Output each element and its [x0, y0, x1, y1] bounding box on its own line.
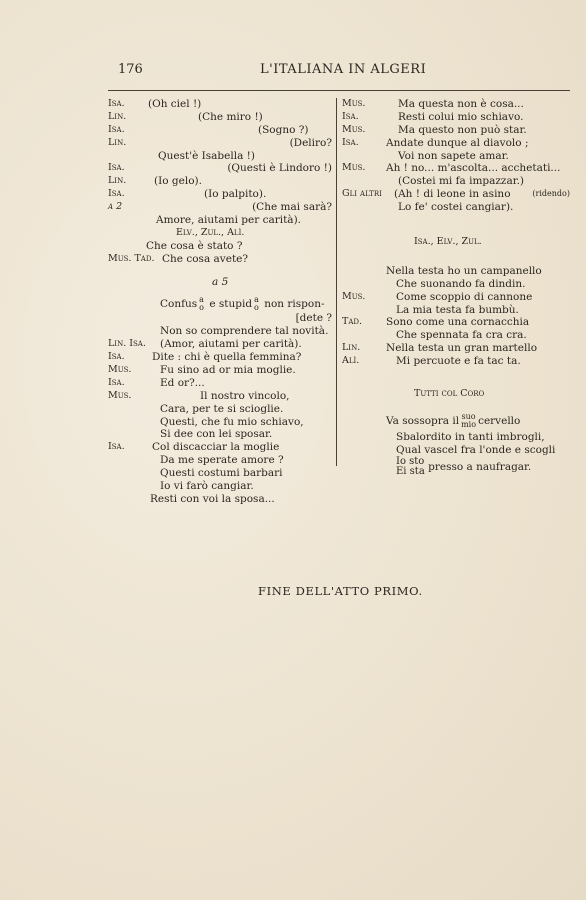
verse: Che spennata fa cra cra. — [396, 329, 527, 342]
speaker: Isa. — [108, 351, 125, 363]
libretto-line — [108, 403, 334, 416]
speaker: Lin. Isa. — [108, 338, 146, 350]
libretto-line — [108, 312, 334, 325]
speaker: Isa. — [108, 376, 125, 388]
verse: Andate dunque al diavolo ; — [386, 136, 529, 149]
verse: La mia testa fa bumbù. — [396, 303, 519, 316]
libretto-line — [342, 457, 572, 479]
verse: Che suonando fa dindin. — [396, 277, 526, 290]
subject-top: Io sto — [396, 455, 425, 467]
verse: (Questi è Lindoro !) — [227, 162, 332, 175]
speaker: Mus. Tad. — [108, 252, 155, 264]
verse-part: non rispon- — [260, 298, 325, 311]
libretto-line — [342, 137, 572, 150]
libretto-line — [108, 467, 334, 480]
stage-speakers: Isa., Elv., Zul. — [414, 236, 482, 248]
speaker: Isa. — [108, 441, 125, 453]
verse: (Amor, aiutami per carità). — [160, 338, 302, 351]
libretto-line — [108, 253, 334, 266]
ending-feminine: a — [254, 295, 259, 305]
verse: (Che miro !) — [198, 110, 263, 123]
verse: Questi costumi barbari — [160, 467, 283, 480]
libretto-line — [108, 493, 334, 506]
subject-stack — [396, 457, 425, 477]
verse: Questi, che fu mio schiavo, — [160, 415, 304, 428]
left-column — [108, 98, 334, 506]
verse — [386, 413, 520, 429]
speaker: Lin. — [108, 110, 127, 122]
verse: Ma questo non può star. — [398, 123, 527, 136]
verse: Ma questa non è cosa... — [398, 98, 524, 110]
libretto-line — [108, 377, 334, 390]
verse: (Deliro? — [289, 136, 332, 149]
spacer — [108, 266, 334, 276]
libretto-line — [108, 390, 334, 403]
libretto-line — [108, 98, 334, 111]
libretto-line — [342, 388, 572, 401]
verse: Fu sino ad or mia moglie. — [160, 364, 296, 377]
stage-direction: (ridendo) — [532, 189, 570, 199]
speaker: Mus. — [342, 123, 366, 135]
verse: (Io palpito). — [204, 188, 267, 201]
verse: Dite : chi è quella femmina? — [152, 351, 302, 364]
libretto-line — [108, 162, 334, 175]
libretto-line — [342, 413, 572, 431]
verse: (Ah ! di leone in asino — [394, 188, 511, 201]
verse: Che cosa avete? — [162, 252, 249, 265]
verse: Io vi farò cangiar. — [160, 480, 254, 493]
verse-part: e stupid — [205, 298, 253, 311]
libretto-line — [108, 137, 334, 150]
libretto-line — [342, 111, 572, 124]
libretto-line — [108, 351, 334, 364]
verse: Col discacciar la moglie — [152, 441, 280, 454]
verse: Resti con voi la sposa... — [150, 492, 275, 505]
right-column — [342, 98, 572, 479]
libretto-line — [342, 201, 572, 214]
verse-part: cervello — [478, 414, 521, 427]
speaker: Isa. — [108, 162, 125, 174]
verse: Ah ! no... m'ascolta... acchetati... — [386, 162, 561, 175]
libretto-line — [108, 416, 334, 429]
verse: Qual vascel fra l'onde e scogli — [396, 443, 556, 456]
spacer — [342, 214, 572, 236]
verse: Voi non sapete amar. — [398, 149, 509, 162]
verse: Che cosa è stato ? — [146, 239, 243, 252]
libretto-line — [342, 431, 572, 444]
verse: (Che mai sarà? — [252, 201, 332, 214]
libretto-line — [108, 188, 334, 201]
stage-speakers: Tutti col Coro — [414, 388, 485, 400]
speaker: a 2 — [108, 201, 123, 213]
pronoun-top: suo — [461, 411, 476, 421]
libretto-line — [342, 175, 572, 188]
speaker: Isa. — [108, 188, 125, 200]
libretto-line — [342, 304, 572, 317]
end-of-act: FINE DELL'ATTO PRIMO. — [258, 584, 423, 598]
speaker: Lin. — [108, 136, 127, 148]
speaker: Alì. — [342, 355, 360, 367]
libretto-line — [108, 454, 334, 467]
verse: Mi percuote e fa tac ta. — [396, 355, 521, 368]
page-header — [118, 62, 570, 82]
speaker: Isa. — [342, 136, 359, 148]
speaker: Isa. — [108, 98, 125, 109]
verse: Sono come una cornacchia — [386, 316, 530, 329]
libretto-line — [342, 291, 572, 304]
verse-continuation: [dete ? — [295, 312, 332, 325]
speaker: Mus. — [108, 364, 132, 376]
libretto-line — [108, 338, 334, 351]
verse: Nella testa ho un campanello — [386, 264, 542, 277]
speaker: Lin. — [108, 175, 127, 187]
subject-bottom: Ei sta — [396, 465, 425, 477]
pronoun-bottom: mio — [461, 419, 477, 429]
running-title: L'ITALIANA IN ALGERI — [260, 62, 427, 77]
speaker: Tad. — [342, 316, 363, 328]
column-divider — [336, 98, 337, 466]
speaker: Mus. — [342, 98, 366, 109]
speaker: Lin. — [342, 342, 361, 354]
verse: Resti colui mio schiavo. — [398, 110, 524, 123]
libretto-line — [108, 227, 334, 240]
verse: Come scoppio di cannone — [396, 290, 533, 303]
verse-part: Va sossopra il — [386, 414, 460, 427]
verse: Si dee con lei sposar. — [160, 428, 273, 441]
ending-feminine: a — [199, 295, 204, 305]
libretto-line — [342, 329, 572, 342]
libretto-line — [108, 364, 334, 377]
speaker: Isa. — [342, 110, 359, 122]
libretto-line — [342, 342, 572, 355]
libretto-line — [342, 444, 572, 457]
spacer — [342, 368, 572, 388]
verse: Non so comprendere tal novità. — [160, 325, 329, 338]
verse: Quest'è Isabella !) — [158, 149, 255, 162]
verse: Il nostro vincolo, — [200, 389, 290, 402]
verse: Sbalordito in tanti imbrogli, — [396, 430, 545, 443]
libretto-line — [108, 175, 334, 188]
gender-stack — [254, 296, 259, 312]
verse: Cara, per te si scioglie. — [160, 402, 284, 415]
libretto-line — [108, 201, 334, 214]
libretto-line — [342, 98, 572, 111]
verse-part: presso a naufragar. — [428, 460, 532, 473]
speaker: Mus. — [342, 290, 366, 302]
ending-masculine: o — [254, 303, 259, 313]
verse — [160, 296, 325, 312]
verse-part: Confus — [160, 298, 198, 311]
ensemble-marker: a 5 — [212, 275, 229, 288]
libretto-line — [108, 296, 334, 312]
spacer — [342, 401, 572, 413]
libretto-line — [342, 316, 572, 329]
libretto-line — [342, 355, 572, 368]
ending-masculine: o — [199, 303, 204, 313]
libretto-line — [108, 214, 334, 227]
verse: (Io gelo). — [154, 175, 202, 188]
verse: Nella testa un gran martello — [386, 342, 538, 355]
verse: Amore, aiutami per carità). — [156, 214, 302, 227]
speaker: Isa. — [108, 123, 125, 135]
libretto-line — [108, 480, 334, 493]
page-number: 176 — [118, 62, 143, 77]
libretto-line — [342, 162, 572, 175]
libretto-line — [108, 150, 334, 163]
libretto-line — [108, 240, 334, 253]
libretto-line — [108, 111, 334, 124]
verse — [396, 457, 531, 477]
libretto-line — [108, 441, 334, 454]
speaker: Gli altri — [342, 188, 382, 200]
speaker: Mus. — [108, 389, 132, 401]
spacer — [342, 249, 572, 265]
libretto-line — [342, 150, 572, 163]
pronoun-stack — [461, 413, 476, 429]
verse: (Sogno ?) — [258, 123, 309, 136]
libretto-line — [342, 236, 572, 249]
spacer — [108, 288, 334, 296]
libretto-line — [108, 276, 334, 289]
verse: Da me sperate amore ? — [160, 454, 284, 467]
gender-stack — [199, 296, 204, 312]
libretto-line — [342, 188, 572, 201]
libretto-line — [342, 278, 572, 291]
verse: (Oh ciel !) — [148, 98, 202, 110]
libretto-line — [108, 428, 334, 441]
header-rule — [108, 90, 570, 91]
verse: Ed or?... — [160, 376, 205, 389]
speaker: Mus. — [342, 162, 366, 174]
verse: (Costei mi fa impazzar.) — [398, 175, 525, 188]
verse: Lo fe' costei cangiar). — [398, 201, 514, 214]
libretto-line — [108, 325, 334, 338]
libretto-line — [342, 124, 572, 137]
stage-speakers: Elv., Zul., Alì. — [176, 226, 245, 238]
libretto-line — [342, 265, 572, 278]
libretto-line — [108, 124, 334, 137]
